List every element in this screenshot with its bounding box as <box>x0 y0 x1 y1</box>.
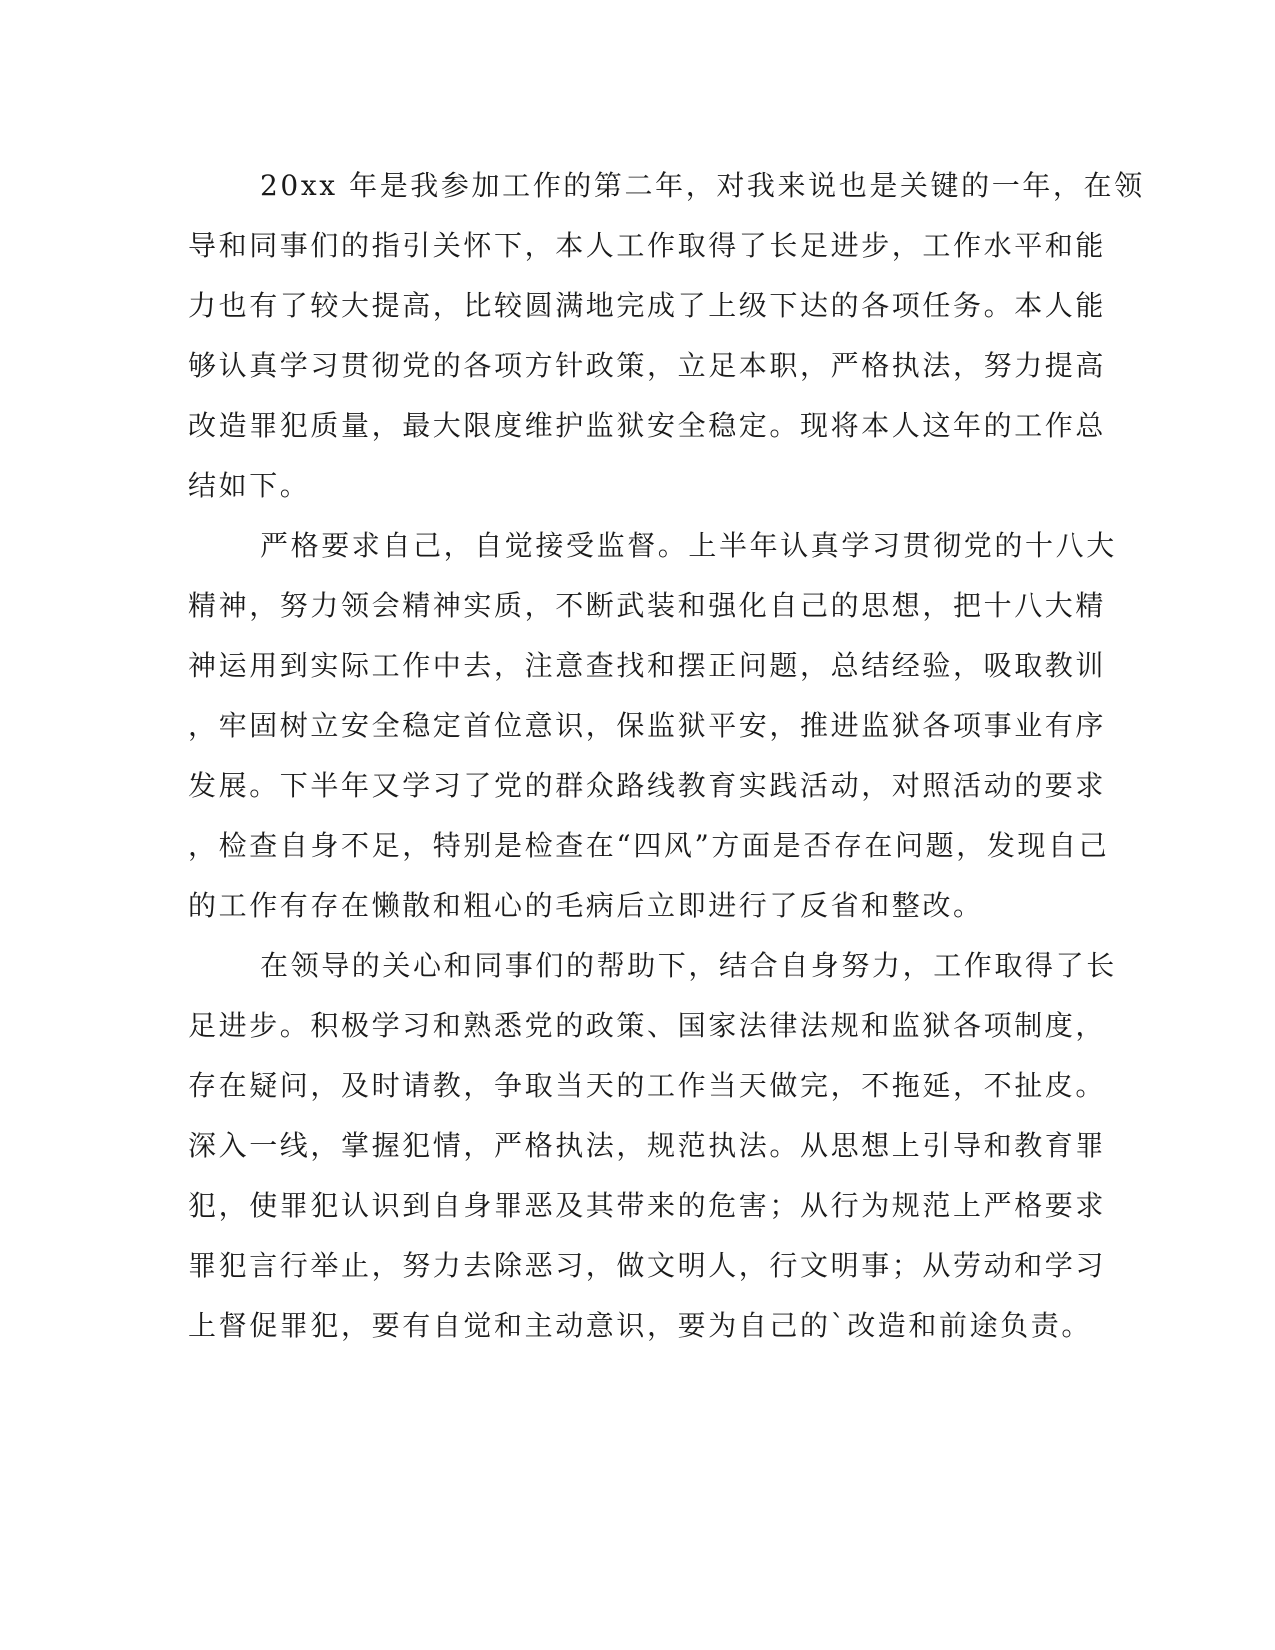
text-line: 存在疑问，及时请教，争取当天的工作当天做完，不拖延，不扯皮。 <box>188 1069 1107 1102</box>
paragraph-3 <box>188 936 1117 1356</box>
text-line: 精神，努力领会精神实质，不断武装和强化自己的思想，把十八大精 <box>188 589 1107 622</box>
text-line: 发展。下半年又学习了党的群众路线教育实践活动，对照活动的要求 <box>188 769 1107 802</box>
text-line: 深入一线，掌握犯情，严格执法，规范执法。从思想上引导和教育罪 <box>188 1129 1107 1162</box>
text-line: ，牢固树立安全稳定首位意识，保监狱平安，推进监狱各项事业有序 <box>188 709 1107 742</box>
document-body <box>188 156 1145 1356</box>
text-line: 力也有了较大提高，比较圆满地完成了上级下达的各项任务。本人能 <box>188 289 1107 322</box>
text-line: ，检查自身不足，特别是检查在“四风”方面是否存在问题，发现自己 <box>188 829 1110 862</box>
text-line: 的工作有存在懒散和粗心的毛病后立即进行了反省和整改。 <box>188 889 984 922</box>
text-line: 神运用到实际工作中去，注意查找和摆正问题，总结经验，吸取教训 <box>188 649 1107 682</box>
paragraph-2 <box>188 516 1117 936</box>
text-line: 严格要求自己，自觉接受监督。上半年认真学习贯彻党的十八大 <box>260 529 1117 562</box>
text-line: 在领导的关心和同事们的帮助下，结合自身努力，工作取得了长 <box>260 949 1117 982</box>
text-line: 足进步。积极学习和熟悉党的政策、国家法律法规和监狱各项制度， <box>188 1009 1107 1042</box>
text-line: 罪犯言行举止，努力去除恶习，做文明人，行文明事；从劳动和学习 <box>188 1249 1107 1282</box>
text-line: 导和同事们的指引关怀下，本人工作取得了长足进步，工作水平和能 <box>188 229 1107 262</box>
text-line: 上督促罪犯，要有自觉和主动意识，要为自己的`改造和前途负责。 <box>188 1309 1093 1342</box>
text-line: 犯，使罪犯认识到自身罪恶及其带来的危害；从行为规范上严格要求 <box>188 1189 1107 1222</box>
text-line: 够认真学习贯彻党的各项方针政策，立足本职，严格执法，努力提高 <box>188 349 1107 382</box>
text-line: 改造罪犯质量，最大限度维护监狱安全稳定。现将本人这年的工作总 <box>188 409 1107 442</box>
paragraph-1 <box>188 156 1145 516</box>
text-line: 20xx 年是我参加工作的第二年，对我来说也是关键的一年，在领 <box>260 169 1145 202</box>
text-line: 结如下。 <box>188 469 311 502</box>
